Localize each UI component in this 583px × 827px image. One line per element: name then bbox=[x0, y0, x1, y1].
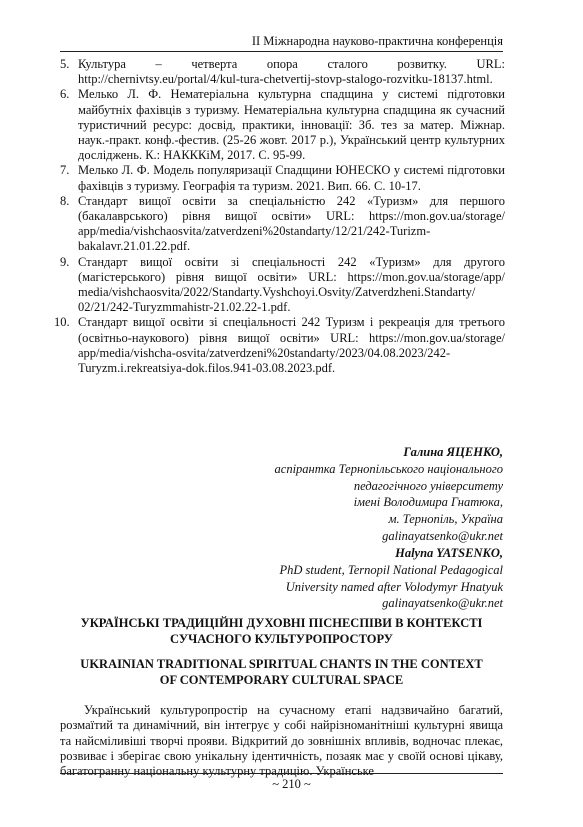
author-affiliation-line: аспірантка Тернопільського національного bbox=[274, 461, 503, 476]
article-title-en bbox=[60, 657, 503, 688]
reference-item bbox=[60, 194, 505, 255]
running-header: ІІ Міжнародна науково-практична конференція bbox=[251, 34, 503, 48]
article-title-ua bbox=[60, 616, 503, 647]
reference-number: 9. bbox=[60, 254, 70, 269]
footer-divider bbox=[60, 773, 503, 774]
reference-text: Стандарт вищої освіти зі спеціальності 242 «Туризм» для другого (магістерського) рівня вищої освіти» URL: https://mon.gov.ua/storage/app/ media/vishchaosvita/2022/Standarty.Vyshchoyi.Osvity/Zatverdzheni.Standarty/ 02/21/242-Turyzmmahistr-21.02.22-1.pdf. bbox=[78, 254, 505, 315]
reference-text: Стандарт вищої освіти зі спеціальності 242 Туризм і рекреація для третього (освітньо-наукового) рівня вищої освіти» URL: https://mon.gov.ua/storage/ app/media/vishcha-osvita/zatverdzeni%20standarty/2023/04.08.2023/242-Turyzm.i.rekreatsiya-dok.filos.941-03.08.2023.pdf. bbox=[78, 315, 505, 376]
reference-number: 10. bbox=[54, 315, 70, 330]
author-block-en bbox=[280, 545, 504, 612]
author-affiliation-line: PhD student, Ternopil National Pedagogical bbox=[279, 562, 503, 577]
page-number: ~ 210 ~ bbox=[272, 777, 311, 791]
title-line: UKRAINIAN TRADITIONAL SPIRITUAL CHANTS IN THE CONTEXT bbox=[80, 657, 483, 671]
reference-item bbox=[60, 255, 505, 316]
reference-text: Мелько Л. Ф. Нематеріальна культурна спадщина у системі підготовки майбутніх фахівців з туризму. Нематеріальна культурна спадщина як сучасний туристичний ресурс: досвід, практики, інновації: Зб. тез за матер. Міжнар. наук.-практ. конф.-фестив. (25-26 жовт. 2017 р.), Український центр культурних досліджень. К.: НАКККіМ, 2017. С. 95-99. bbox=[78, 87, 505, 163]
title-line: СУЧАСНОГО КУЛЬТУРОПРОСТОРУ bbox=[170, 631, 393, 646]
title-line: УКРАЇНСЬКІ ТРАДИЦІЙНІ ДУХОВНІ ПІСНЕСПІВИ В КОНТЕКСТІ bbox=[80, 616, 483, 630]
title-line: OF CONTEMPORARY CULTURAL SPACE bbox=[159, 672, 404, 687]
author-block-ua bbox=[275, 444, 503, 545]
author-affiliation-line: педагогічного університету bbox=[353, 478, 503, 493]
reference-item bbox=[60, 87, 505, 163]
reference-list bbox=[54, 57, 505, 376]
author-name-ua: Галина ЯЦЕНКО, bbox=[403, 445, 503, 459]
body-paragraph: Український культуропростір на сучасному етапі надзвичайно багатий, розмаїтий та динамічний, він інтегрує у собі найрізноманітніші культурні явища та найсміливіші творчі прояви. Відкритий до зовнішніх впливів, водночас плекає, розвиває і зберігає свою унікальну ідентичність, позаяк має у своїй основі цікаву, багатогранну національну культурну традицію. Українське bbox=[60, 703, 503, 779]
reference-text: Мелько Л. Ф. Модель популяризації Спадщини ЮНЕСКО у системі підготовки фахівців з туризму. Географія та туризм. 2021. Вип. 66. С. 10-17. bbox=[78, 163, 505, 193]
author-affiliation-line: імені Володимира Гнатюка, bbox=[353, 495, 503, 510]
reference-item bbox=[60, 57, 505, 87]
reference-number: 8. bbox=[60, 193, 70, 208]
author-affiliation-line: University named after Volodymyr Hnatyuk bbox=[285, 579, 503, 594]
reference-number: 7. bbox=[60, 163, 70, 178]
reference-number: 6. bbox=[60, 87, 70, 102]
reference-text: Культура – четверта опора сталого розвитку. URL: http://chernivtsy.eu/portal/4/kul-tura-chetvertij-stovp-stalogo-rozvitku-18137.html. bbox=[78, 57, 505, 87]
reference-text: Стандарт вищої освіти за спеціальністю 242 «Туризм» для першого (бакалаврського) рівня вищої освіти» URL: https://mon.gov.ua/storage/ app/media/vishchaosvita/zatverdzeni%20standarty/12/21/242-Turizm-bakalavr.21.01.22.pdf. bbox=[78, 193, 505, 254]
author-name-en: Halyna YATSENKO, bbox=[395, 546, 503, 560]
reference-item bbox=[60, 163, 505, 193]
header-divider bbox=[60, 51, 503, 52]
author-location: м. Тернопіль, Україна bbox=[388, 512, 503, 527]
author-email: galinayatsenko@ukr.net bbox=[382, 528, 503, 543]
reference-item bbox=[54, 315, 505, 376]
reference-number: 5. bbox=[60, 57, 70, 71]
author-email: galinayatsenko@ukr.net bbox=[382, 596, 503, 611]
